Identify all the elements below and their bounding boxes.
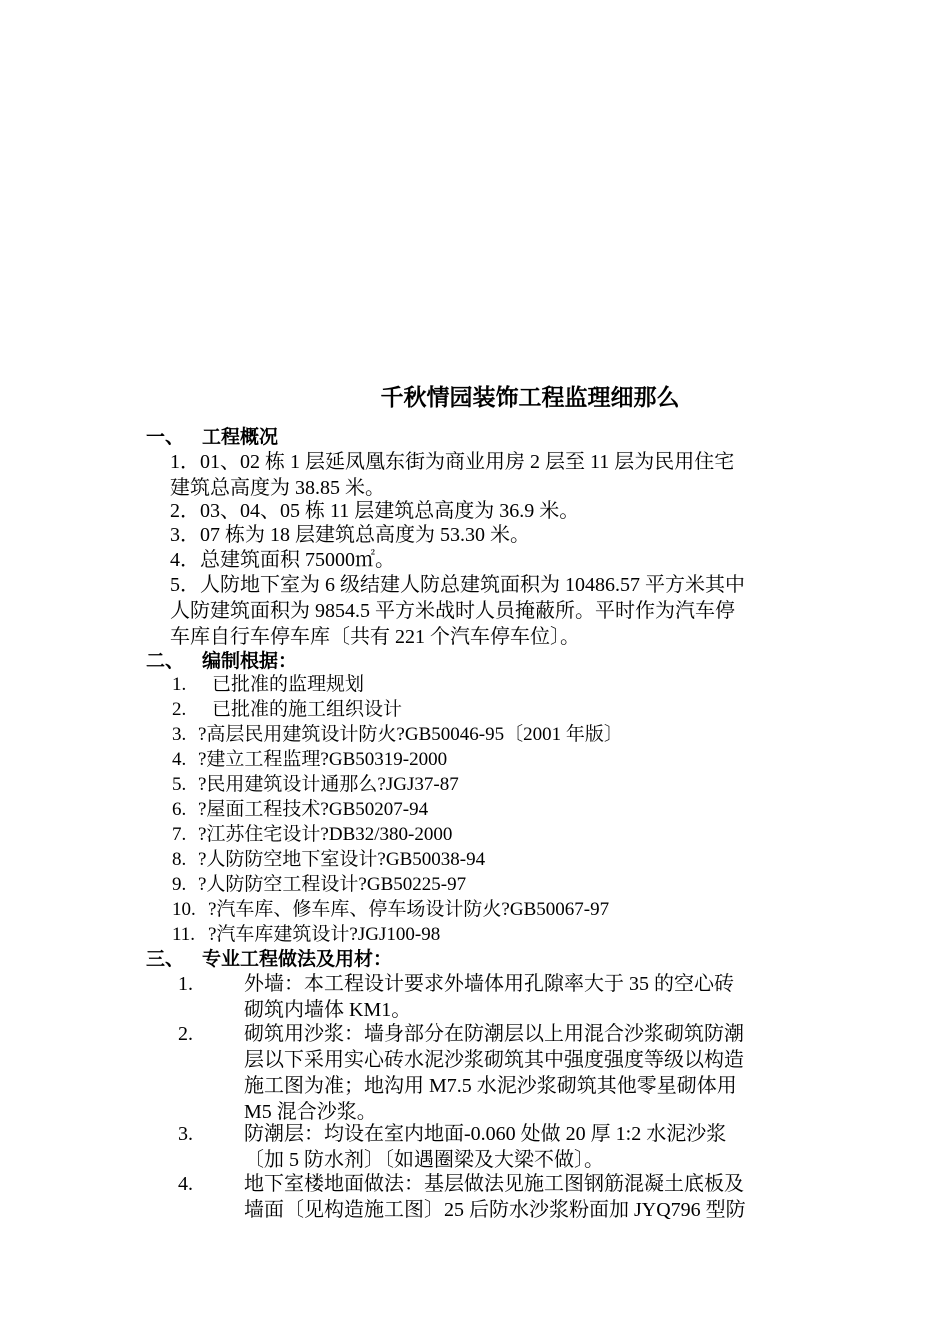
section-label: 专业工程做法及用材： <box>202 948 393 970</box>
section-label: 编制根据： <box>202 650 298 672</box>
practice-line: 砌筑用沙浆：墙身部分在防潮层以上用混合沙浆砌筑防潮 <box>244 1023 744 1045</box>
list-text: ?汽车库、修车库、停车场设计防火?GB50067-97 <box>208 899 610 920</box>
practice-line: 施工图为准；地沟用 M7.5 水泥沙浆砌筑其他零星砌体用 <box>244 1075 737 1097</box>
practice-text <box>244 1021 810 1125</box>
practice-text <box>244 971 810 1023</box>
practice-line: 防潮层：均设在室内地面-0.060 处做 20 厚 1:2 水泥沙浆 <box>244 1123 727 1145</box>
list-number: 4. <box>172 749 187 770</box>
basis-item-8 <box>172 847 485 872</box>
practice-line: 地下室楼地面做法：基层做法见施工图钢筋混凝土底板及 <box>244 1173 744 1195</box>
list-number: 8. <box>172 849 187 870</box>
practice-line: M5 混合沙浆。 <box>244 1101 377 1123</box>
list-number: 10. <box>172 899 196 920</box>
list-text: 已批准的监理规划 <box>212 674 365 695</box>
basis-item-1 <box>172 672 364 697</box>
basis-item-3 <box>172 722 623 747</box>
basis-item-9 <box>172 872 466 897</box>
list-number: 2. <box>172 699 187 720</box>
list-text: ?汽车库建筑设计?JGJ100-98 <box>208 924 441 945</box>
list-text: ?民用建筑设计通那么?JGJ37-87 <box>198 774 459 795</box>
list-number: 1. <box>172 674 187 695</box>
document-title: 千秋情园装饰工程监理细那么 <box>380 385 680 411</box>
basis-item-7 <box>172 822 452 847</box>
overview-item-1 <box>170 449 810 501</box>
overview-line: 1．01、02 栋 1 层延凤凰东街为商业用房 2 层至 11 层为民用住宅 <box>170 451 735 473</box>
practice-text <box>244 1121 810 1173</box>
list-text: 已批准的施工组织设计 <box>212 699 403 720</box>
list-number: 11. <box>172 924 196 945</box>
section-heading-overview <box>146 424 278 450</box>
section-heading-practices <box>146 946 392 972</box>
list-text: ?人防防空工程设计?GB50225-97 <box>198 874 467 895</box>
list-number: 4. <box>178 1173 193 1195</box>
practice-line: 墙面〔见构造施工图〕25 后防水沙浆粉面加 JYQ796 型防 <box>244 1199 746 1221</box>
overview-line: 人防建筑面积为 9854.5 平方米战时人员掩蔽所。平时作为汽车停 <box>170 600 735 622</box>
overview-line: 2．03、04、05 栋 11 层建筑总高度为 36.9 米。 <box>170 500 580 522</box>
practice-line: 〔加 5 防水剂〕〔如遇圈梁及大梁不做〕。 <box>244 1149 604 1171</box>
list-number: 5. <box>172 774 187 795</box>
practice-line: 外墙：本工程设计要求外墙体用孔隙率大于 35 的空心砖 <box>244 973 734 995</box>
overview-line: 5．人防地下室为 6 级结建人防总建筑面积为 10486.57 平方米其中 <box>170 574 745 596</box>
section-number: 三、 <box>146 948 185 970</box>
basis-item-5 <box>172 772 459 797</box>
list-text: ?高层民用建筑设计防火?GB50046-95〔2001 年版〕 <box>198 724 623 745</box>
list-number: 3. <box>172 724 187 745</box>
list-number: 6. <box>172 799 187 820</box>
basis-item-4 <box>172 747 447 772</box>
basis-item-2 <box>172 697 402 722</box>
section-number: 二、 <box>146 650 185 672</box>
overview-item-5 <box>170 572 810 650</box>
list-text: ?江苏住宅设计?DB32/380-2000 <box>198 824 453 845</box>
basis-item-11 <box>172 922 440 947</box>
list-text: ?人防防空地下室设计?GB50038-94 <box>198 849 486 870</box>
list-number: 9. <box>172 874 187 895</box>
list-text: ?屋面工程技术?GB50207-94 <box>198 799 429 820</box>
list-number: 1. <box>178 973 193 995</box>
overview-line: 3．07 栋为 18 层建筑总高度为 53.30 米。 <box>170 524 530 546</box>
list-number: 2. <box>178 1023 193 1045</box>
practice-line: 层以下采用实心砖水泥沙浆砌筑其中强度强度等级以构造 <box>244 1049 744 1071</box>
overview-item-4 <box>170 547 810 573</box>
practice-text <box>244 1171 810 1223</box>
overview-line: 4．总建筑面积 75000㎡。 <box>170 549 395 571</box>
section-heading-basis <box>146 648 297 674</box>
section-number: 一、 <box>146 426 185 448</box>
overview-item-2 <box>170 498 810 524</box>
basis-item-10 <box>172 897 609 922</box>
overview-line: 建筑总高度为 38.85 米。 <box>170 477 385 499</box>
list-number: 3. <box>178 1123 193 1145</box>
basis-item-6 <box>172 797 428 822</box>
section-label: 工程概况 <box>202 426 279 448</box>
list-text: ?建立工程监理?GB50319-2000 <box>198 749 448 770</box>
list-number: 7. <box>172 824 187 845</box>
overview-item-3 <box>170 522 810 548</box>
practice-line: 砌筑内墙体 KM1。 <box>244 999 412 1021</box>
overview-line: 车库自行车停车库〔共有 221 个汽车停车位〕。 <box>170 626 580 648</box>
